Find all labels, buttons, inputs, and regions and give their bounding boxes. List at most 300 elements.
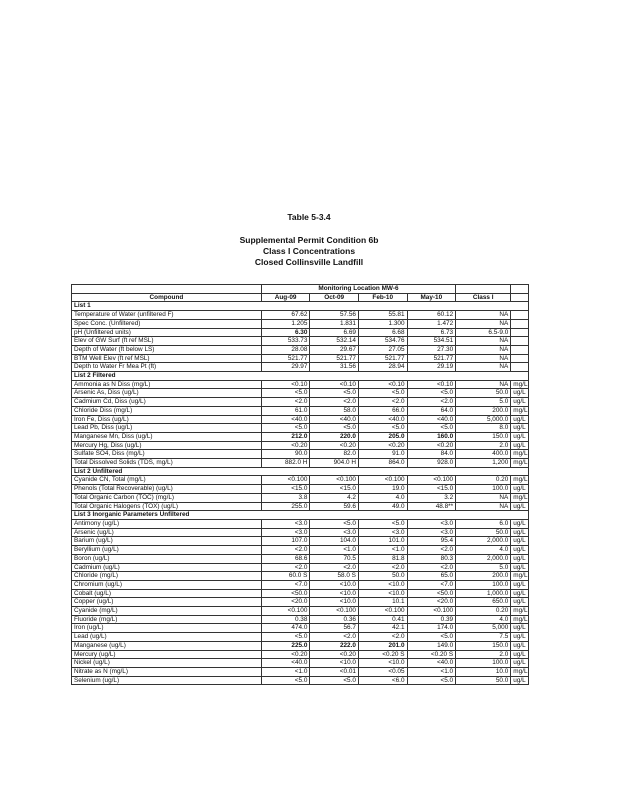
compound-name: Temperature of Water (unfiltered F) bbox=[72, 311, 262, 320]
result-cell: <10.0 bbox=[358, 589, 407, 598]
compound-name: Nitrate as N (mg/L) bbox=[72, 667, 262, 676]
result-cell: <2.0 bbox=[407, 563, 456, 572]
result-cell: 58.0 bbox=[310, 406, 359, 415]
result-cell: 0.41 bbox=[358, 615, 407, 624]
header-blank bbox=[72, 285, 262, 294]
result-cell: 6.73 bbox=[407, 328, 456, 337]
unit-cell: ug/L bbox=[511, 598, 529, 607]
table-row bbox=[72, 389, 529, 398]
result-cell: <1.0 bbox=[261, 667, 310, 676]
result-cell: 212.0 bbox=[261, 432, 310, 441]
table-row bbox=[72, 598, 529, 607]
result-cell: <5.0 bbox=[358, 519, 407, 528]
unit-cell: ug/L bbox=[511, 537, 529, 546]
result-cell: <10.0 bbox=[310, 659, 359, 668]
compound-name: Spec Conc. (Unfiltered) bbox=[72, 319, 262, 328]
result-cell: <40.0 bbox=[358, 415, 407, 424]
result-cell: <6.0 bbox=[358, 676, 407, 685]
unit-cell: ug/L bbox=[511, 659, 529, 668]
result-cell: 864.0 bbox=[358, 459, 407, 468]
unit-cell bbox=[511, 311, 529, 320]
unit-cell: ug/L bbox=[511, 432, 529, 441]
class-i-limit: 0.20 bbox=[456, 607, 511, 616]
unit-cell: mg/L bbox=[511, 406, 529, 415]
result-cell: 28.08 bbox=[261, 345, 310, 354]
class-i-limit: 2.0 bbox=[456, 441, 511, 450]
class-i-limit: 4.0 bbox=[456, 615, 511, 624]
class-i-limit: 1,200 bbox=[456, 459, 511, 468]
table-row bbox=[72, 633, 529, 642]
result-cell: 60.12 bbox=[407, 311, 456, 320]
compound-name: Total Organic Halogens (TOX) (ug/L) bbox=[72, 502, 262, 511]
result-cell: 95.4 bbox=[407, 537, 456, 546]
compound-name: Cyanide CN, Total (mg/L) bbox=[72, 476, 262, 485]
result-cell: <40.0 bbox=[407, 659, 456, 668]
compound-name: Chloride Diss (mg/L) bbox=[72, 406, 262, 415]
result-cell: 101.0 bbox=[358, 537, 407, 546]
result-cell: 521.77 bbox=[310, 354, 359, 363]
result-cell: <0.10 bbox=[358, 380, 407, 389]
table-row bbox=[72, 363, 529, 372]
result-cell: 29.67 bbox=[310, 345, 359, 354]
table-row bbox=[72, 546, 529, 555]
result-cell: <10.0 bbox=[310, 598, 359, 607]
class-i-limit: NA bbox=[456, 345, 511, 354]
result-cell: <0.10 bbox=[310, 380, 359, 389]
result-cell: <5.0 bbox=[261, 633, 310, 642]
section-title: List 2 Filtered bbox=[72, 372, 529, 381]
result-cell: 90.0 bbox=[261, 450, 310, 459]
result-cell: 65.0 bbox=[407, 572, 456, 581]
result-cell: 80.3 bbox=[407, 554, 456, 563]
class-i-limit: 2.0 bbox=[456, 650, 511, 659]
result-cell: 49.0 bbox=[358, 502, 407, 511]
section-row bbox=[72, 467, 529, 476]
result-cell: 56.7 bbox=[310, 624, 359, 633]
compound-name: Lead Pb, Diss (ug/L) bbox=[72, 424, 262, 433]
result-cell: 882.0 H bbox=[261, 459, 310, 468]
compound-name: Arsenic (ug/L) bbox=[72, 528, 262, 537]
unit-cell: mg/L bbox=[511, 667, 529, 676]
result-cell: <20.0 bbox=[261, 598, 310, 607]
table-row bbox=[72, 641, 529, 650]
result-cell: 107.0 bbox=[261, 537, 310, 546]
result-cell: 29.19 bbox=[407, 363, 456, 372]
result-cell: <1.0 bbox=[358, 546, 407, 555]
result-cell: <0.100 bbox=[407, 476, 456, 485]
table-row bbox=[72, 450, 529, 459]
compound-name: Antimony (ug/L) bbox=[72, 519, 262, 528]
unit-cell: mg/L bbox=[511, 615, 529, 624]
result-cell: <2.0 bbox=[358, 398, 407, 407]
result-cell: 532.14 bbox=[310, 337, 359, 346]
result-cell: 61.0 bbox=[261, 406, 310, 415]
compound-name: Boron (ug/L) bbox=[72, 554, 262, 563]
result-cell: 50.0 bbox=[358, 572, 407, 581]
concentrations-table bbox=[71, 284, 529, 685]
class-i-limit: 2,000.0 bbox=[456, 537, 511, 546]
result-cell: <50.0 bbox=[261, 589, 310, 598]
compound-name: Nickel (ug/L) bbox=[72, 659, 262, 668]
compound-name: Chromium (ug/L) bbox=[72, 580, 262, 589]
compound-name: Selenium (ug/L) bbox=[72, 676, 262, 685]
result-cell: <5.0 bbox=[310, 389, 359, 398]
result-cell: <2.0 bbox=[407, 398, 456, 407]
result-cell: 160.0 bbox=[407, 432, 456, 441]
result-cell: <0.20 bbox=[261, 650, 310, 659]
result-cell: <2.0 bbox=[261, 563, 310, 572]
unit-cell: ug/L bbox=[511, 519, 529, 528]
compound-name: Mercury (ug/L) bbox=[72, 650, 262, 659]
result-cell: <7.0 bbox=[407, 580, 456, 589]
result-cell: <5.0 bbox=[310, 676, 359, 685]
result-cell: <0.100 bbox=[310, 607, 359, 616]
result-cell: 57.56 bbox=[310, 311, 359, 320]
result-cell: 19.0 bbox=[358, 485, 407, 494]
unit-cell: ug/L bbox=[511, 424, 529, 433]
result-cell: <5.0 bbox=[310, 424, 359, 433]
compound-name: Total Dissolved Solids (TDS, mg/L) bbox=[72, 459, 262, 468]
result-cell: <15.0 bbox=[407, 485, 456, 494]
result-cell: 3.8 bbox=[261, 493, 310, 502]
result-cell: <5.0 bbox=[261, 676, 310, 685]
table-row bbox=[72, 502, 529, 511]
class-i-limit: 150.0 bbox=[456, 641, 511, 650]
result-cell: <2.0 bbox=[358, 633, 407, 642]
class-i-limit: 5.0 bbox=[456, 398, 511, 407]
compound-name: Manganese Mn, Diss (ug/L) bbox=[72, 432, 262, 441]
column-header: Aug-09 bbox=[261, 293, 310, 302]
section-title: List 2 Unfiltered bbox=[72, 467, 529, 476]
class-i-limit: 8.0 bbox=[456, 424, 511, 433]
result-cell: <3.0 bbox=[358, 528, 407, 537]
result-cell: 42.1 bbox=[358, 624, 407, 633]
result-cell: <0.20 bbox=[310, 441, 359, 450]
table-row bbox=[72, 589, 529, 598]
unit-cell: ug/L bbox=[511, 389, 529, 398]
class-i-limit: 100.0 bbox=[456, 485, 511, 494]
compound-name: Depth of Water (ft below LS) bbox=[72, 345, 262, 354]
unit-cell: ug/L bbox=[511, 650, 529, 659]
result-cell: 31.56 bbox=[310, 363, 359, 372]
result-cell: <0.20 bbox=[310, 650, 359, 659]
header-blank bbox=[511, 285, 529, 294]
result-cell: 201.0 bbox=[358, 641, 407, 650]
location-header-row bbox=[72, 285, 529, 294]
column-header: Class I bbox=[456, 293, 511, 302]
class-i-limit: NA bbox=[456, 493, 511, 502]
compound-name: Elev of GW Surf (ft ref MSL) bbox=[72, 337, 262, 346]
table-row bbox=[72, 398, 529, 407]
unit-cell: ug/L bbox=[511, 502, 529, 511]
table-subtitle bbox=[0, 235, 618, 268]
result-cell: <5.0 bbox=[407, 633, 456, 642]
result-cell: <50.0 bbox=[407, 589, 456, 598]
compound-name: Barium (ug/L) bbox=[72, 537, 262, 546]
result-cell: 4.2 bbox=[310, 493, 359, 502]
result-cell: 149.0 bbox=[407, 641, 456, 650]
result-cell: 60.0 S bbox=[261, 572, 310, 581]
result-cell: 6.68 bbox=[358, 328, 407, 337]
result-cell: <40.0 bbox=[310, 415, 359, 424]
result-cell: 91.0 bbox=[358, 450, 407, 459]
unit-cell bbox=[511, 319, 529, 328]
compound-name: Total Organic Carbon (TOC) (mg/L) bbox=[72, 493, 262, 502]
result-cell: <2.0 bbox=[261, 398, 310, 407]
result-cell: 534.51 bbox=[407, 337, 456, 346]
table-row bbox=[72, 354, 529, 363]
table-row bbox=[72, 485, 529, 494]
table-row bbox=[72, 493, 529, 502]
result-cell: <0.100 bbox=[407, 607, 456, 616]
table-row bbox=[72, 476, 529, 485]
result-cell: 0.36 bbox=[310, 615, 359, 624]
unit-cell: mg/L bbox=[511, 493, 529, 502]
result-cell: 58.0 S bbox=[310, 572, 359, 581]
section-title: List 3 Inorganic Parameters Unfiltered bbox=[72, 511, 529, 520]
unit-cell: ug/L bbox=[511, 415, 529, 424]
unit-cell: mg/L bbox=[511, 459, 529, 468]
compound-name: Arsenic As, Diss (ug/L) bbox=[72, 389, 262, 398]
compound-name: Depth to Water Fr Mea Pt (ft) bbox=[72, 363, 262, 372]
compound-name: Iron (ug/L) bbox=[72, 624, 262, 633]
result-cell: 67.62 bbox=[261, 311, 310, 320]
result-cell: 222.0 bbox=[310, 641, 359, 650]
result-cell: <40.0 bbox=[261, 415, 310, 424]
result-cell: 174.0 bbox=[407, 624, 456, 633]
compound-name: Copper (ug/L) bbox=[72, 598, 262, 607]
result-cell: 68.6 bbox=[261, 554, 310, 563]
result-cell: <0.05 bbox=[358, 667, 407, 676]
compound-name: Cadmium (ug/L) bbox=[72, 563, 262, 572]
unit-cell: ug/L bbox=[511, 563, 529, 572]
table-row bbox=[72, 563, 529, 572]
result-cell: <2.0 bbox=[310, 633, 359, 642]
compound-name: Cobalt (ug/L) bbox=[72, 589, 262, 598]
result-cell: 64.0 bbox=[407, 406, 456, 415]
unit-cell: ug/L bbox=[511, 528, 529, 537]
result-cell: 0.39 bbox=[407, 615, 456, 624]
unit-cell: ug/L bbox=[511, 554, 529, 563]
compound-name: Beryllium (ug/L) bbox=[72, 546, 262, 555]
class-i-limit: 100.0 bbox=[456, 580, 511, 589]
result-cell: <10.0 bbox=[310, 589, 359, 598]
column-header bbox=[511, 293, 529, 302]
compound-name: Phenols (Total Recoverable) (ug/L) bbox=[72, 485, 262, 494]
table-row bbox=[72, 424, 529, 433]
result-cell: 66.0 bbox=[358, 406, 407, 415]
result-cell: <0.20 bbox=[407, 441, 456, 450]
result-cell: <0.100 bbox=[358, 476, 407, 485]
unit-cell bbox=[511, 328, 529, 337]
result-cell: <7.0 bbox=[261, 580, 310, 589]
result-cell: 255.0 bbox=[261, 502, 310, 511]
section-row bbox=[72, 511, 529, 520]
compound-name: Lead (ug/L) bbox=[72, 633, 262, 642]
result-cell: 27.05 bbox=[358, 345, 407, 354]
table-row bbox=[72, 554, 529, 563]
result-cell: <5.0 bbox=[407, 389, 456, 398]
result-cell: <15.0 bbox=[310, 485, 359, 494]
result-cell: 104.0 bbox=[310, 537, 359, 546]
result-cell: 48.8** bbox=[407, 502, 456, 511]
table-row bbox=[72, 650, 529, 659]
column-header: Feb-10 bbox=[358, 293, 407, 302]
table-number: Table 5-3.4 bbox=[287, 212, 331, 222]
result-cell: <2.0 bbox=[310, 563, 359, 572]
compound-name: Cadmium Cd, Diss (ug/L) bbox=[72, 398, 262, 407]
compound-name: Fluoride (mg/L) bbox=[72, 615, 262, 624]
result-cell: 533.73 bbox=[261, 337, 310, 346]
section-title: List 1 bbox=[72, 302, 529, 311]
result-cell: <5.0 bbox=[261, 389, 310, 398]
result-cell: 55.81 bbox=[358, 311, 407, 320]
compound-name: pH (Unfiltered units) bbox=[72, 328, 262, 337]
class-i-limit: 50.0 bbox=[456, 389, 511, 398]
result-cell: <3.0 bbox=[261, 528, 310, 537]
unit-cell: ug/L bbox=[511, 633, 529, 642]
table-row bbox=[72, 406, 529, 415]
table-row bbox=[72, 659, 529, 668]
result-cell: 928.0 bbox=[407, 459, 456, 468]
unit-cell: ug/L bbox=[511, 580, 529, 589]
result-cell: <0.100 bbox=[310, 476, 359, 485]
compound-name: Ammonia as N Diss (mg/L) bbox=[72, 380, 262, 389]
result-cell: 70.5 bbox=[310, 554, 359, 563]
result-cell: 4.0 bbox=[358, 493, 407, 502]
unit-cell: ug/L bbox=[511, 624, 529, 633]
result-cell: <3.0 bbox=[310, 528, 359, 537]
table-row bbox=[72, 441, 529, 450]
result-cell: <0.100 bbox=[261, 607, 310, 616]
compound-name: Sulfate SO4, Diss (mg/L) bbox=[72, 450, 262, 459]
class-i-limit: 50.0 bbox=[456, 528, 511, 537]
result-cell: <3.0 bbox=[407, 519, 456, 528]
unit-cell: ug/L bbox=[511, 589, 529, 598]
result-cell: 59.6 bbox=[310, 502, 359, 511]
class-i-limit: 5,000 bbox=[456, 624, 511, 633]
subtitle-line: Closed Collinsville Landfill bbox=[254, 257, 364, 267]
class-i-limit: 200.0 bbox=[456, 572, 511, 581]
header-blank bbox=[456, 285, 511, 294]
unit-cell: ug/L bbox=[511, 641, 529, 650]
result-cell: <0.20 bbox=[358, 441, 407, 450]
table-row bbox=[72, 319, 529, 328]
location-label: Monitoring Location MW-6 bbox=[261, 285, 455, 294]
result-cell: 220.0 bbox=[310, 432, 359, 441]
unit-cell: mg/L bbox=[511, 450, 529, 459]
result-cell: <2.0 bbox=[310, 398, 359, 407]
unit-cell bbox=[511, 337, 529, 346]
unit-cell: mg/L bbox=[511, 572, 529, 581]
section-row bbox=[72, 372, 529, 381]
result-cell: <2.0 bbox=[407, 546, 456, 555]
result-cell: <1.0 bbox=[310, 546, 359, 555]
class-i-limit: NA bbox=[456, 502, 511, 511]
result-cell: 6.69 bbox=[310, 328, 359, 337]
result-cell: <40.0 bbox=[407, 415, 456, 424]
class-i-limit: 6.5-9.0 bbox=[456, 328, 511, 337]
result-cell: <5.0 bbox=[358, 389, 407, 398]
result-cell: <5.0 bbox=[358, 424, 407, 433]
result-cell: 81.8 bbox=[358, 554, 407, 563]
table-row bbox=[72, 580, 529, 589]
result-cell: 3.2 bbox=[407, 493, 456, 502]
result-cell: <10.0 bbox=[310, 580, 359, 589]
class-i-limit: 7.5 bbox=[456, 633, 511, 642]
unit-cell bbox=[511, 363, 529, 372]
column-header: Oct-09 bbox=[310, 293, 359, 302]
table-row bbox=[72, 624, 529, 633]
result-cell: 27.30 bbox=[407, 345, 456, 354]
table-row bbox=[72, 667, 529, 676]
column-header: May-10 bbox=[407, 293, 456, 302]
table-row bbox=[72, 607, 529, 616]
result-cell: 0.38 bbox=[261, 615, 310, 624]
result-cell: 225.0 bbox=[261, 641, 310, 650]
result-cell: <0.20 bbox=[261, 441, 310, 450]
table-row bbox=[72, 537, 529, 546]
table-row bbox=[72, 459, 529, 468]
result-cell: <0.100 bbox=[358, 607, 407, 616]
class-i-limit: 650.0 bbox=[456, 598, 511, 607]
result-cell: 82.0 bbox=[310, 450, 359, 459]
result-cell: 6.30 bbox=[261, 328, 310, 337]
result-cell: 205.0 bbox=[358, 432, 407, 441]
result-cell: 521.77 bbox=[407, 354, 456, 363]
class-i-limit: 4.0 bbox=[456, 546, 511, 555]
class-i-limit: NA bbox=[456, 319, 511, 328]
class-i-limit: 6.0 bbox=[456, 519, 511, 528]
class-i-limit: 2,000.0 bbox=[456, 554, 511, 563]
table-row bbox=[72, 380, 529, 389]
unit-cell: ug/L bbox=[511, 441, 529, 450]
table-row bbox=[72, 415, 529, 424]
result-cell: <10.0 bbox=[358, 659, 407, 668]
result-cell: 521.77 bbox=[261, 354, 310, 363]
result-cell: <0.10 bbox=[407, 380, 456, 389]
compound-name: BTM Well Elev (ft ref MSL) bbox=[72, 354, 262, 363]
class-i-limit: 400.0 bbox=[456, 450, 511, 459]
unit-cell: ug/L bbox=[511, 546, 529, 555]
compound-name: Cyanide (mg/L) bbox=[72, 607, 262, 616]
result-cell: <15.0 bbox=[261, 485, 310, 494]
result-cell: <3.0 bbox=[407, 528, 456, 537]
compound-name: Mercury Hg, Diss (ug/L) bbox=[72, 441, 262, 450]
result-cell: <0.20 S bbox=[407, 650, 456, 659]
table-row bbox=[72, 345, 529, 354]
result-cell: <5.0 bbox=[310, 519, 359, 528]
unit-cell: ug/L bbox=[511, 676, 529, 685]
class-i-limit: NA bbox=[456, 354, 511, 363]
result-cell: 1.472 bbox=[407, 319, 456, 328]
class-i-limit: 50.0 bbox=[456, 676, 511, 685]
table-body bbox=[72, 302, 529, 685]
result-cell: <20.0 bbox=[407, 598, 456, 607]
result-cell: <5.0 bbox=[261, 424, 310, 433]
unit-cell bbox=[511, 345, 529, 354]
column-header-row bbox=[72, 293, 529, 302]
table-row bbox=[72, 528, 529, 537]
result-cell: <40.0 bbox=[261, 659, 310, 668]
result-cell: <0.20 S bbox=[358, 650, 407, 659]
result-cell: 904.0 H bbox=[310, 459, 359, 468]
result-cell: 1.300 bbox=[358, 319, 407, 328]
class-i-limit: 200.0 bbox=[456, 406, 511, 415]
unit-cell: ug/L bbox=[511, 485, 529, 494]
result-cell: <5.0 bbox=[407, 676, 456, 685]
result-cell: <2.0 bbox=[261, 546, 310, 555]
